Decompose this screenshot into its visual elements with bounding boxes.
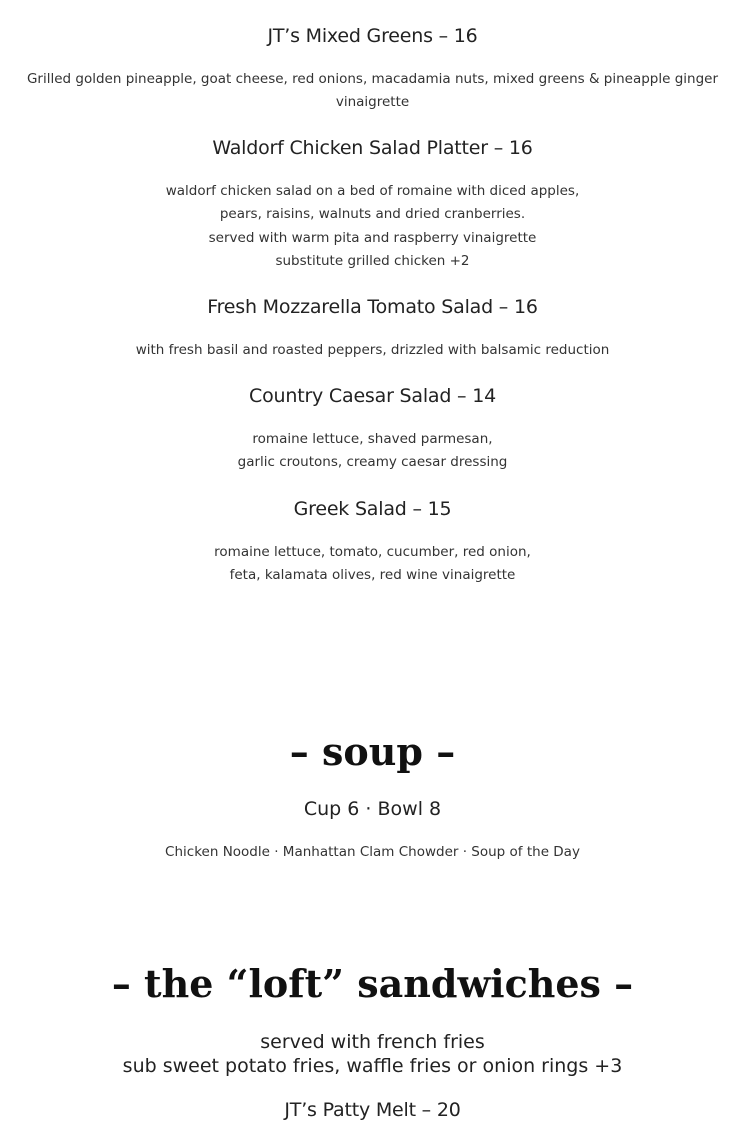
- menu-item-description: [20, 428, 725, 475]
- menu-item-description: [20, 339, 725, 362]
- sandwich-note-line-2: sub sweet potato fries, waffle fries or onion rings +3: [122, 1055, 623, 1077]
- menu-item-description: [20, 180, 725, 273]
- description-line: with fresh basil and roasted peppers, drizzled with balsamic reduction: [135, 342, 610, 358]
- description-line: garlic croutons, creamy caesar dressing: [237, 454, 508, 471]
- soup-options: Chicken Noodle · Manhattan Clam Chowder · Soup of the Day: [165, 844, 580, 860]
- description-line: romaine lettuce, tomato, cucumber, red onion,: [214, 544, 531, 560]
- description-line: waldorf chicken salad on a bed of romaine with diced apples,: [165, 183, 580, 199]
- description-line: substitute grilled chicken +2: [275, 252, 470, 269]
- description-line: feta, kalamata olives, red wine vinaigrette: [229, 567, 516, 584]
- description-line: pears, raisins, walnuts and dried cranberries.: [219, 206, 526, 223]
- menu-item-description: [20, 68, 725, 115]
- section-heading-sandwiches: – the “loft” sandwiches –: [111, 961, 634, 1006]
- soup-prices: Cup 6 · Bowl 8: [303, 798, 442, 820]
- cut-off-heading: [0, 0, 745, 8]
- menu-item-title: Country Caesar Salad – 14: [249, 385, 496, 407]
- menu-item-description: [20, 541, 725, 588]
- menu-item-title: JT’s Mixed Greens – 16: [267, 25, 478, 47]
- section-heading-soup: – soup –: [289, 729, 456, 774]
- menu-item-title: JT’s Patty Melt – 20: [284, 1099, 461, 1121]
- description-line: romaine lettuce, shaved parmesan,: [252, 431, 493, 447]
- sandwich-note-line-1: served with french fries: [260, 1031, 485, 1053]
- menu-item-title: Greek Salad – 15: [293, 498, 452, 520]
- description-line: Grilled golden pineapple, goat cheese, red onions, macadamia nuts, mixed greens & pineapple ginger: [26, 71, 719, 87]
- menu-item-title: Fresh Mozzarella Tomato Salad – 16: [207, 296, 538, 318]
- description-line: vinaigrette: [335, 94, 410, 111]
- description-line: served with warm pita and raspberry vinaigrette: [208, 229, 537, 246]
- menu-item-title: Waldorf Chicken Salad Platter – 16: [212, 137, 533, 159]
